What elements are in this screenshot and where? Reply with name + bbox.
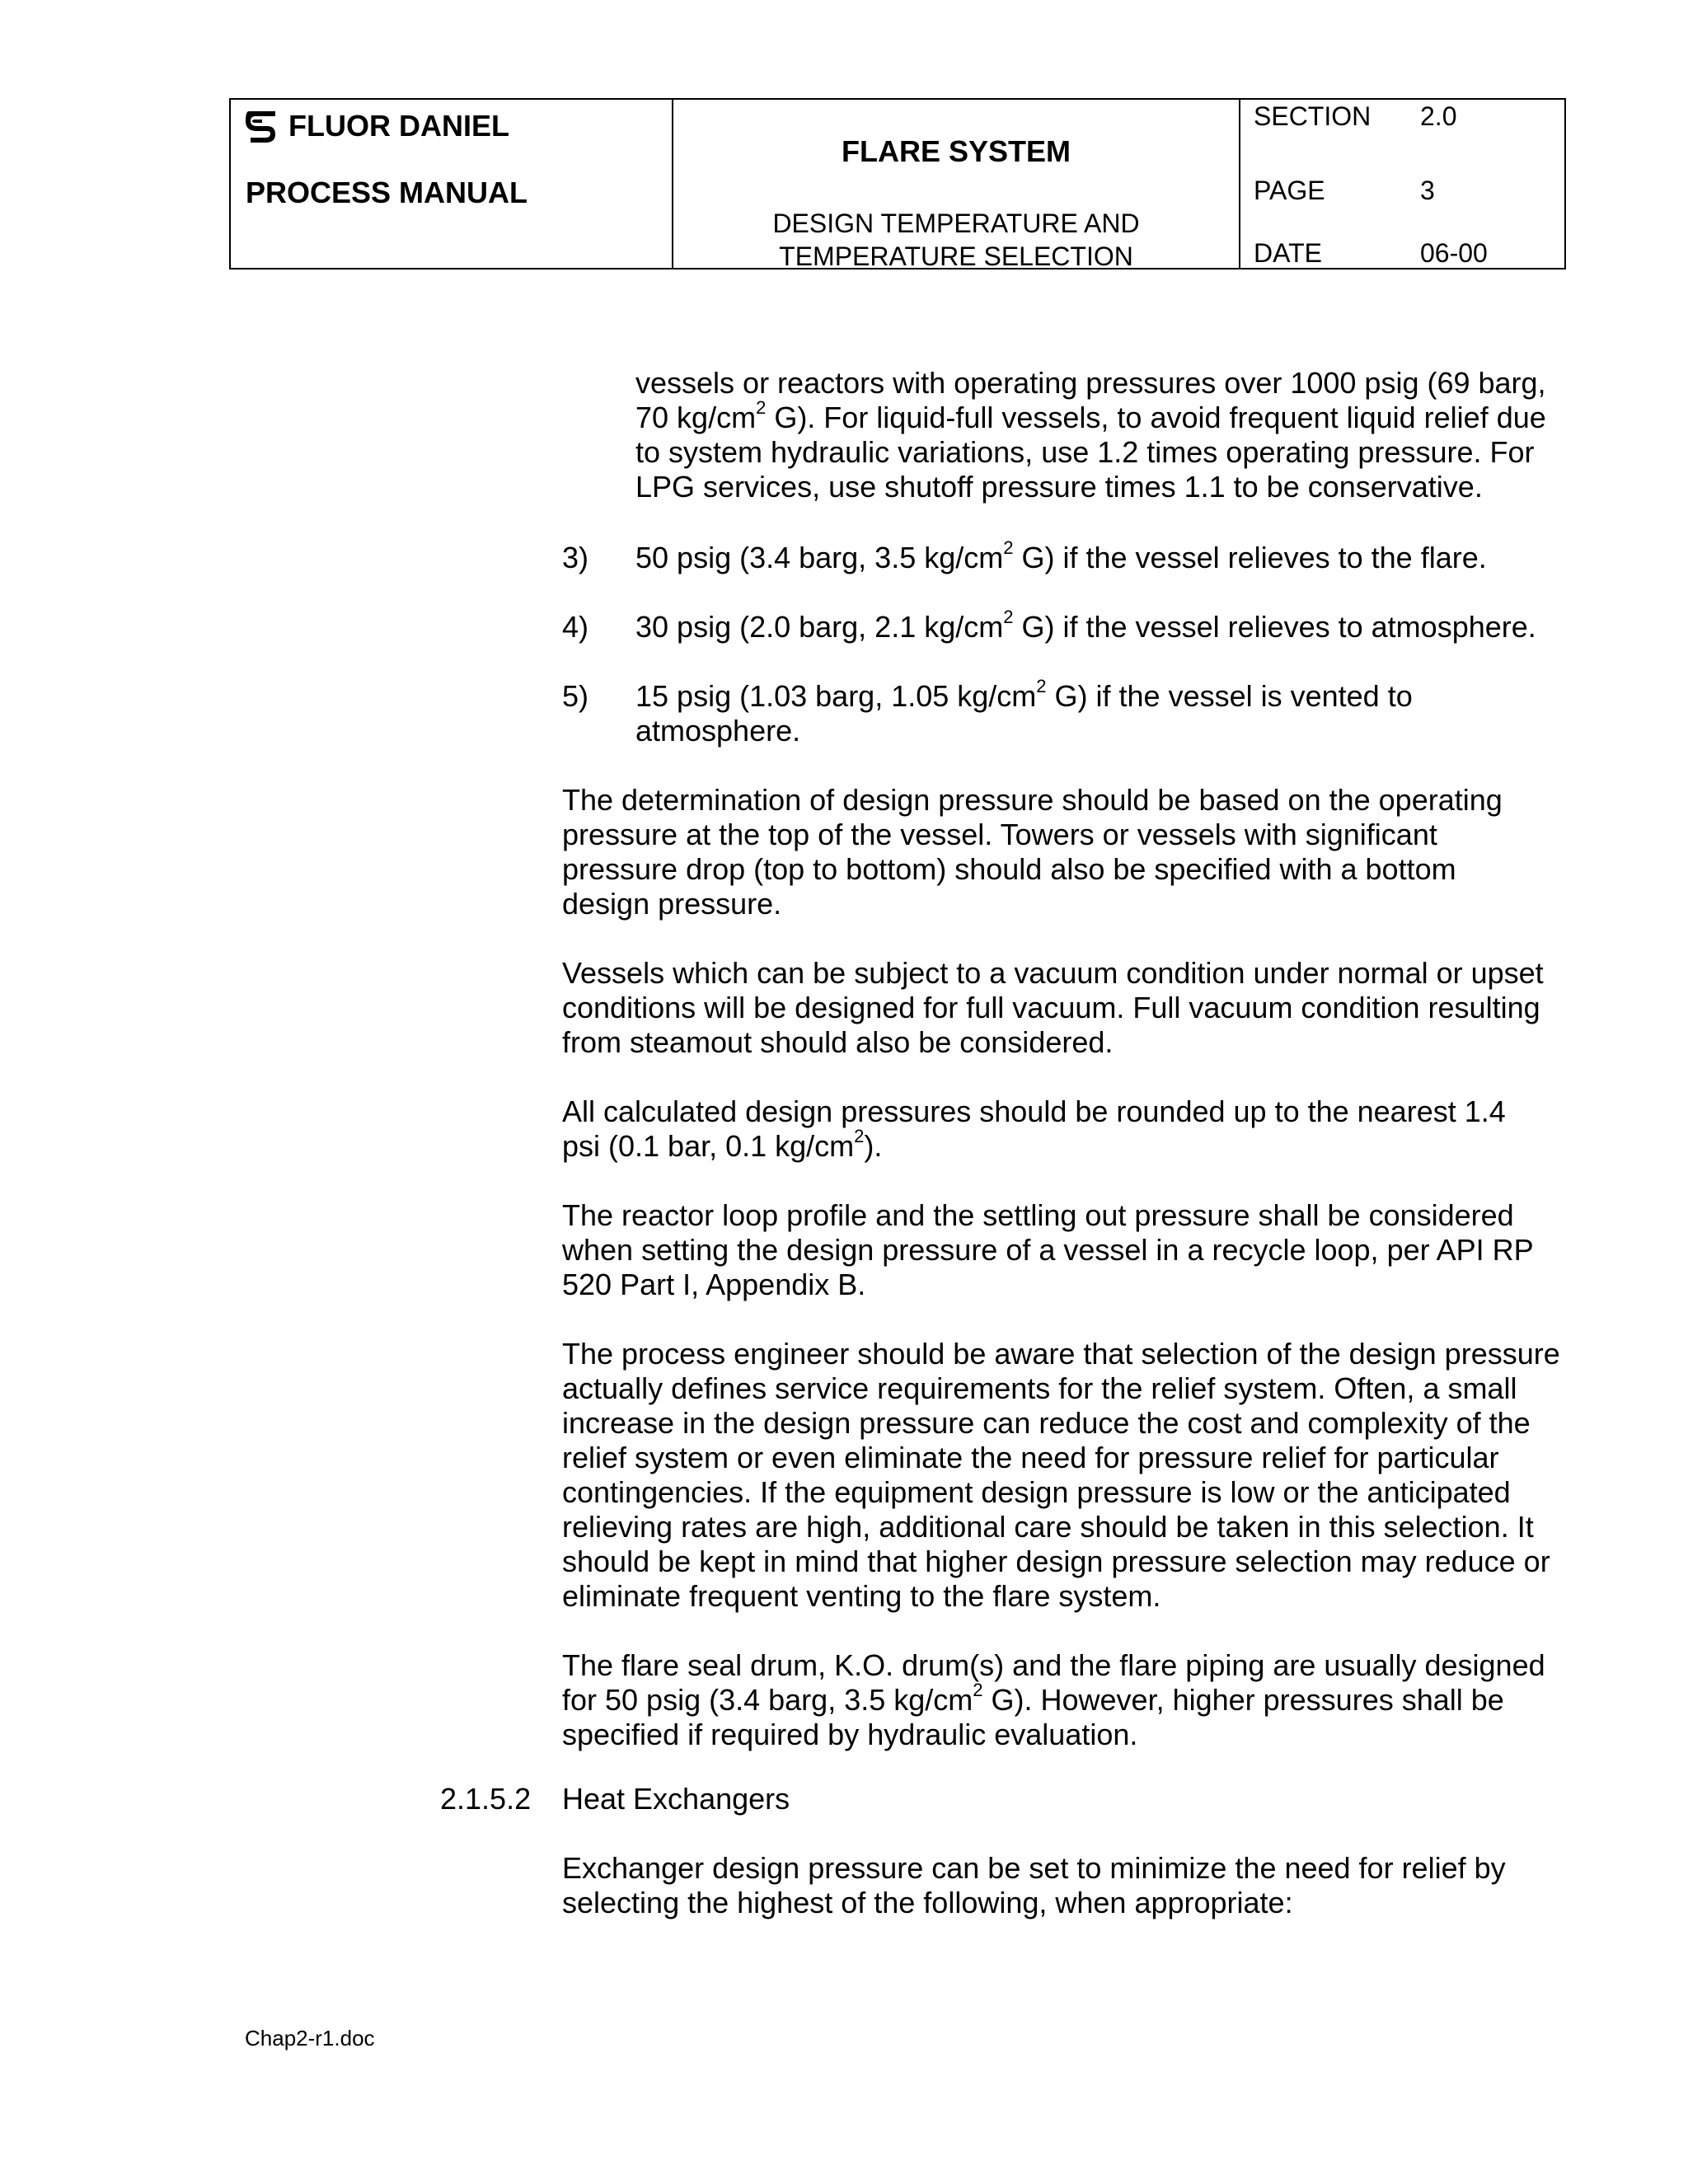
company-row <box>246 106 509 146</box>
section-value: 2.0 <box>1420 101 1457 131</box>
section-row <box>1254 101 1456 132</box>
section-label: SECTION <box>1254 101 1372 131</box>
cont-line-3: to system hydraulic variations, use 1.2 times operating pressure. For <box>635 435 1535 469</box>
rounding-line-2 <box>562 1126 1568 1164</box>
fluor-daniel-logo-icon <box>246 106 279 146</box>
item-text-b: G) if the vessel relieves to the flare. <box>1013 541 1487 574</box>
item-line-1 <box>635 676 1575 714</box>
list-item-text <box>635 607 1575 644</box>
section-number: 2.1.5.2 <box>440 1782 532 1816</box>
page-label: PAGE <box>1254 176 1325 205</box>
subtitle-line-2: TEMPERATURE SELECTION <box>779 241 1133 271</box>
cont-line-2-a: 70 kg/cm <box>635 401 757 434</box>
superscript: 2 <box>1036 676 1047 696</box>
footer-filename: Chap2-r1.doc <box>245 2026 375 2050</box>
cont-line-4: LPG services, use shutoff pressure times 1.1 to be conservative. <box>635 470 1483 504</box>
document-subtitle <box>673 207 1239 273</box>
superscript: 2 <box>854 1126 865 1146</box>
paragraph-flare-seal-drum <box>562 1648 1568 1752</box>
superscript: 2 <box>1003 607 1014 627</box>
cont-line-2 <box>635 397 1575 435</box>
header-meta-cell <box>1240 100 1564 268</box>
list-item-number: 3) <box>562 541 589 574</box>
list-item-number: 4) <box>562 610 589 644</box>
paragraph-vacuum-condition: Vessels which can be subject to a vacuum condition under normal or upset conditions will be designed for full vacuum. Full vacuum condition resulting from steamout should also be considered. <box>562 956 1544 1059</box>
cont-line-1: vessels or reactors with operating pressures over 1000 psig (69 barg, <box>635 366 1546 400</box>
company-name: FLUOR DANIEL <box>288 109 509 143</box>
paragraph-reactor-loop: The reactor loop profile and the settling out pressure shall be considered when setting the design pressure of a vessel in a recycle loop, per API RP 520 Part I, Appendix B. <box>562 1198 1533 1301</box>
subtitle-line-1: DESIGN TEMPERATURE AND <box>772 209 1140 238</box>
flare-text-a: for 50 psig (3.4 barg, 3.5 kg/cm <box>562 1683 973 1717</box>
superscript: 2 <box>756 397 767 418</box>
flare-line-1: The flare seal drum, K.O. drum(s) and the flare piping are usually designed <box>562 1648 1545 1682</box>
manual-name: PROCESS MANUAL <box>246 176 528 209</box>
flare-line-3: specified if required by hydraulic evaluation. <box>562 1718 1138 1751</box>
item-line-2: atmosphere. <box>635 714 801 748</box>
header-title-cell <box>673 100 1240 271</box>
cont-line-2-b: G). For liquid-full vessels, to avoid frequent liquid relief due <box>766 401 1546 434</box>
superscript: 2 <box>973 1680 983 1700</box>
list-item-number: 5) <box>562 679 589 713</box>
item-text-a: 50 psig (3.4 barg, 3.5 kg/cm <box>635 541 1004 574</box>
paragraph-design-pressure-basis: The determination of design pressure should be based on the operating pressure at the top of the vessel. Towers or vessels with significant pressure drop (top to bottom) should also be specified with a bottom design pressure. <box>562 783 1503 921</box>
flare-text-b: G). However, higher pressures shall be <box>982 1683 1504 1717</box>
rounding-text-b: ). <box>864 1129 883 1163</box>
date-row <box>1254 238 1488 269</box>
page-row <box>1254 176 1435 206</box>
flare-line-2 <box>562 1680 1568 1718</box>
superscript: 2 <box>1003 537 1014 558</box>
date-value: 06-00 <box>1420 238 1488 268</box>
paragraph-exchanger-design-pressure: Exchanger design pressure can be set to minimize the need for relief by selecting the highest of the following, when appropriate: <box>562 1851 1506 1919</box>
date-label: DATE <box>1254 238 1322 268</box>
rounding-text-a: psi (0.1 bar, 0.1 kg/cm <box>562 1129 855 1163</box>
paragraph-process-engineer: The process engineer should be aware that selection of the design pressure actually defines service requirements for the relief system. Often, a small increase in the design pressure can reduce the cost and complexity of the relief system or even eliminate the need for pressure relief for particular contingencies. If the equipment design pressure is low or the anticipated relieving rates are high, additional care should be taken in this selection. It should be kept in mind that higher design pressure selection may reduce or eliminate frequent venting to the flare system. <box>562 1337 1560 1613</box>
item-text-a: 30 psig (2.0 barg, 2.1 kg/cm <box>635 610 1004 644</box>
item-text-a: 15 psig (1.03 barg, 1.05 kg/cm <box>635 679 1037 713</box>
list-item-text <box>635 676 1575 748</box>
section-title: Heat Exchangers <box>562 1782 790 1816</box>
list-item-text <box>635 537 1575 575</box>
document-header <box>229 98 1566 269</box>
paragraph-rounding <box>562 1094 1568 1164</box>
rounding-line-1: All calculated design pressures should be rounded up to the nearest 1.4 <box>562 1094 1506 1128</box>
section-heading-heat-exchangers <box>440 1782 790 1816</box>
continued-item-text <box>635 366 1575 504</box>
page-value: 3 <box>1420 176 1435 205</box>
document-title: FLARE SYSTEM <box>841 134 1071 168</box>
header-company-cell <box>231 100 673 268</box>
item-text-b: G) if the vessel relieves to atmosphere. <box>1013 610 1536 644</box>
item-text-b: G) if the vessel is vented to <box>1046 679 1413 713</box>
